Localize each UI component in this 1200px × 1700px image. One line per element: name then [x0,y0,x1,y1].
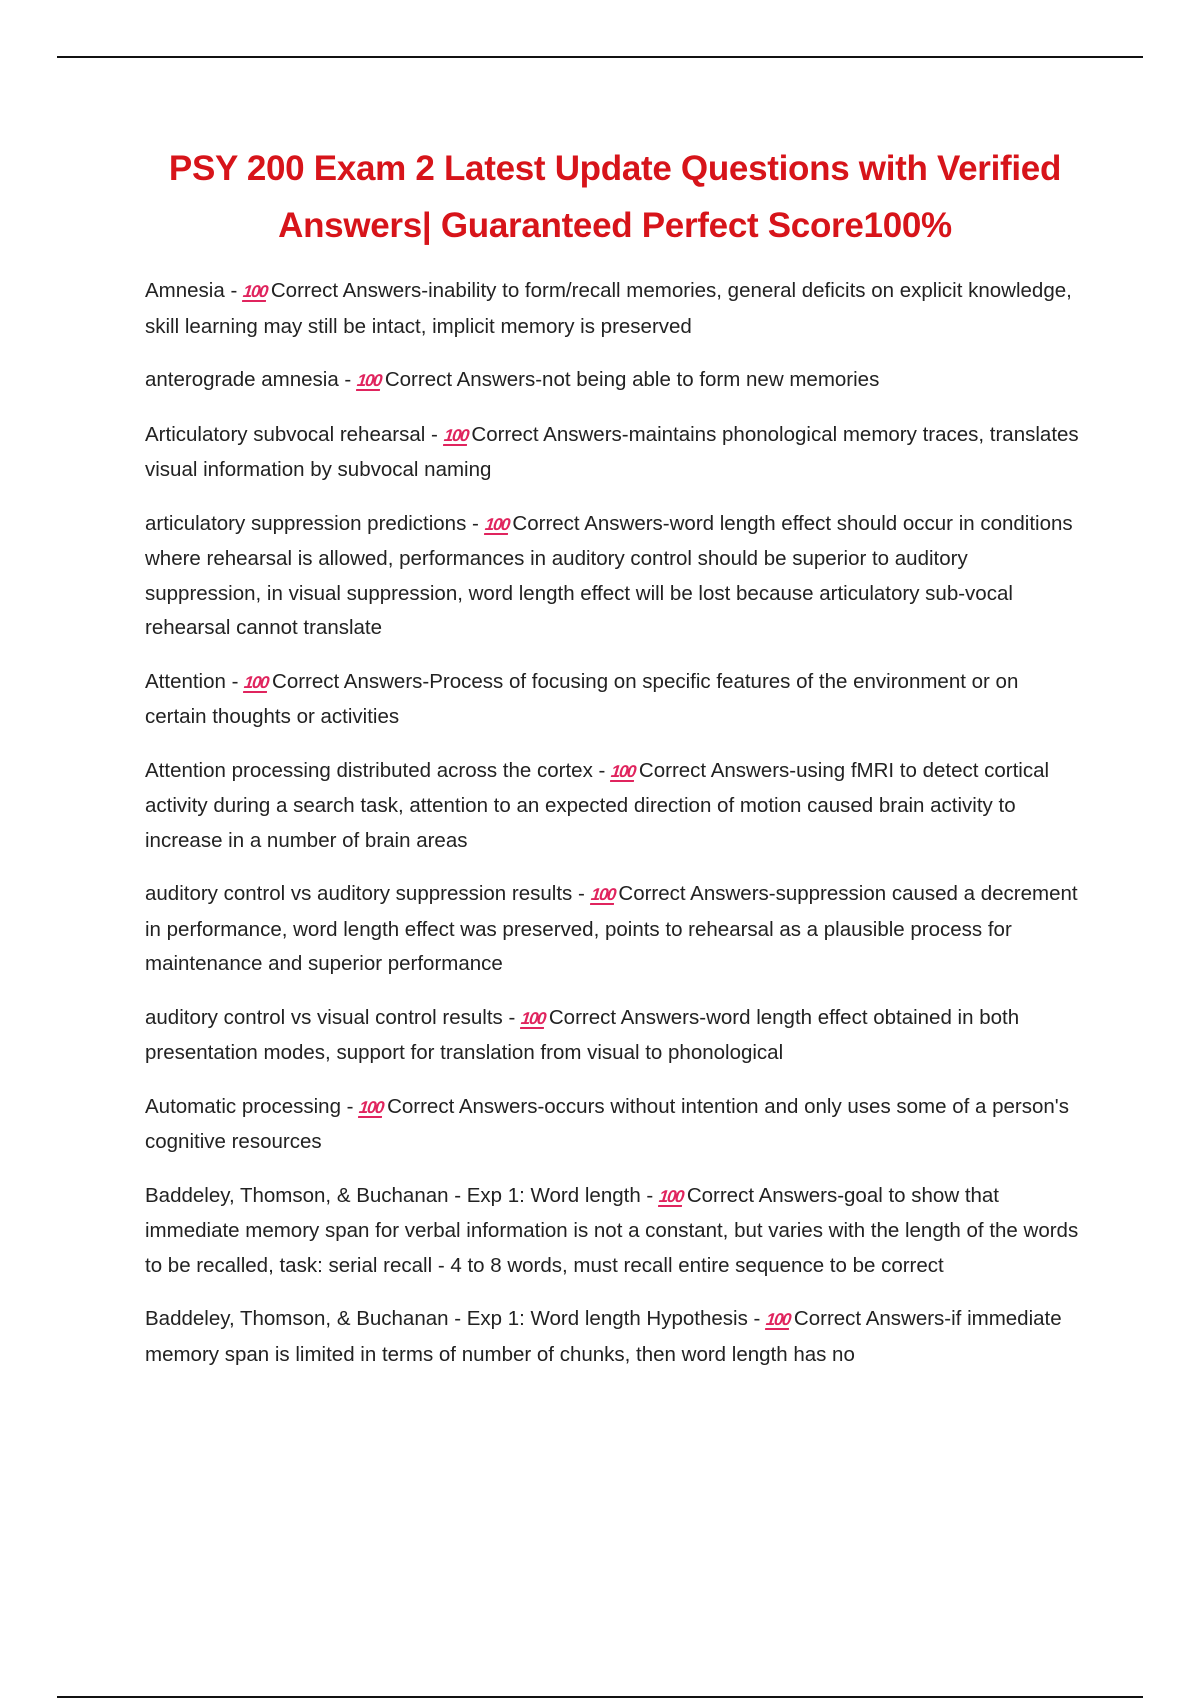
entry-term: Amnesia - [145,279,243,302]
entry-answer: Correct Answers-using fMRI to detect cortical activity during a search task, attention to an expected direction of motion caused brain activity to increase in a number of brain areas [145,758,1050,852]
qa-entry [145,363,1085,399]
hundred-points-icon: 100 [242,282,268,301]
entry-term: auditory control vs visual control results - [145,1005,521,1029]
qa-entry [145,754,1085,859]
qa-entry [145,274,1085,344]
entry-answer: Correct Answers-occurs without intention and only uses some of a person's cognitive resources [145,1094,1069,1153]
qa-entry [145,665,1085,735]
hundred-points-icon: 100 [356,371,382,390]
hundred-points-icon: 100 [520,1008,546,1028]
entry-term: Articulatory subvocal rehearsal - [145,422,444,446]
qa-list [145,274,1085,1372]
document-title: PSY 200 Exam 2 Latest Update Questions with Verified Answers| Guaranteed Perfect Score100% [168,149,1062,245]
hundred-points-icon: 100 [483,514,510,534]
hundred-points-icon: 100 [589,885,616,904]
entry-answer: Correct Answers-maintains phonological memory traces, translates visual information by subvocal naming [145,422,1079,481]
qa-entry [145,1090,1085,1160]
entry-answer: Correct Answers-if immediate memory span is limited in terms of number of chunks, then word length has no [145,1307,1062,1366]
hundred-points-icon: 100 [610,761,636,781]
entry-term: anterograde amnesia - [145,368,357,391]
hundred-points-icon: 100 [765,1310,791,1329]
entry-term: Attention processing distributed across the cortex - [145,758,612,782]
entry-term: auditory control vs auditory suppression results - [145,882,591,905]
qa-entry [145,507,1085,646]
entry-term: Baddeley, Thomson, & Buchanan - Exp 1: Word length - [145,1183,659,1207]
entry-term: Attention - [145,669,245,693]
hundred-points-icon: 100 [442,425,469,445]
hundred-points-icon: 100 [358,1097,385,1117]
entry-term: Baddeley, Thomson, & Buchanan - Exp 1: Word length Hypothesis - [145,1307,767,1330]
entry-answer: Correct Answers-not being able to form new memories [384,368,880,391]
entry-term: articulatory suppression predictions - [145,511,485,535]
hundred-points-icon: 100 [243,672,270,692]
top-rule [57,56,1143,58]
entry-answer: Correct Answers-Process of focusing on specific features of the environment or on certain thoughts or activities [145,669,1019,728]
qa-entry [145,418,1085,488]
entry-answer: Correct Answers-goal to show that immediate memory span for verbal information is not a constant, but varies with the length of the words to be recalled, task: serial recall - 4 to 8 words, must recall entire sequence to be correct [145,1183,1079,1277]
entry-answer: Correct Answers-suppression caused a decrement in performance, word length effect was preserved, points to rehearsal as a plausible process for maintenance and superior performance [145,882,1078,975]
hundred-points-icon: 100 [658,1186,684,1206]
entry-answer: Correct Answers-word length effect should occur in conditions where rehearsal is allowed, performances in auditory control should be superior to auditory suppression, in visual suppression, word length effect will be lost because articulatory sub-vocal rehearsal cannot translate [145,511,1073,639]
document-page [145,140,1085,1391]
bottom-rule [57,1696,1143,1698]
qa-entry [145,1302,1085,1372]
qa-entry [145,1179,1085,1284]
qa-entry [145,877,1085,982]
qa-entry [145,1001,1085,1071]
entry-answer: Correct Answers-inability to form/recall memories, general deficits on explicit knowledge, skill learning may still be intact, implicit memory is preserved [145,279,1072,338]
entry-term: Automatic processing - [145,1094,360,1118]
entry-answer: Correct Answers-word length effect obtained in both presentation modes, support for translation from visual to phonological [145,1005,1020,1064]
